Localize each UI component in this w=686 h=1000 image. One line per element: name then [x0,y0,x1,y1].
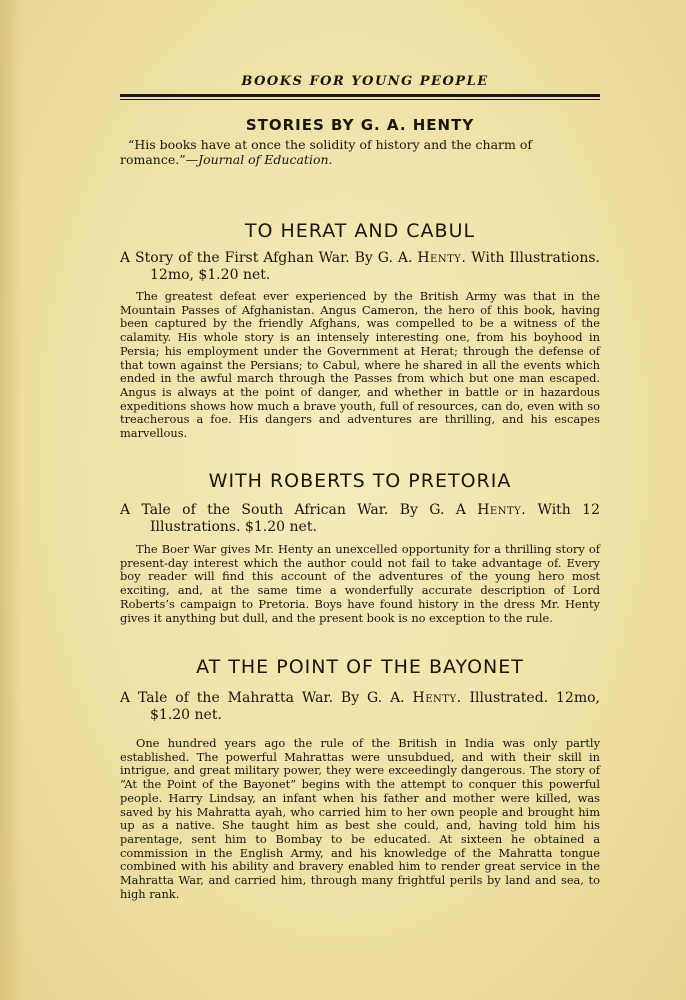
book-subtitle-text: A Tale of the Mahratta War. By G. A. [120,690,413,706]
book-subtitle-text: With Illustrations. 12mo, $1.20 net. [150,250,600,283]
book-subtitle-text: With 12 Illustrations. $1.20 net. [150,502,600,535]
book-author: Henty. [477,502,527,518]
series-title: STORIES BY G. A. HENTY [245,116,475,134]
book-description-pretoria: The Boer War gives Mr. Henty an unexcelled opportunity for a thrilling story of present-day interest which the author could not fail to take advantage of. Every boy reader will find this account of the adventures of the young hero most exciting, and, at the same time a wonderfully accurate description of Lord Roberts’s campaign to Pretoria. Boys have found history in the dress Mr. Henty gives it anything but dull, and the present book is no exception to the rule. [120,542,600,625]
book-description-herat: The greatest defeat ever experienced by the British Army was that in the Mountain Passes of Afghanistan. Angus Cameron, the hero of this book, having been captured by the friendly Afghans, was compelled to be a witness of the calamity. His whole story is an intensely interesting one, from his boyhood in Persia; his employment under the Government at Herat; through the defense of that town against the Persians; to Cabul, where he shared in all the events which ended in the awful march through the Passes from which but one man escaped. Angus is always at the point of danger, and whether in battle or in hazardous expeditions shows how much a brave youth, full of resources, can do, even with so treacherous a foe. His dangers and adventures are thrilling, and his escapes marvellous. [120,289,600,441]
header-rule-thick [120,94,600,97]
quote-source: Journal of Education. [198,152,333,167]
book-author: Henty. [417,250,467,266]
book-subtitle-pretoria [120,502,600,536]
book-description-bayonet: One hundred years ago the rule of the British in India was only partly established. The powerful Mahrattas were unsubdued, and with their skill in intrigue, and great military power, they were exceedingly dangerous. The story of “At the Point of the Bayonet” begins with the attempt to conquer this powerful people. Harry Lindsay, an infant when his father and mother were killed, was saved by his Mahratta ayah, who carried him to her own people and brought him up as a native. She taught him as best she could, and, having told him his parentage, sent him to Bombay to be educated. At sixteen he obtained a commission in the English Army, and his knowledge of the Mahratta tongue combined with his ability and bravery enabled him to render great service in the Mahratta War, and carried him, through many frightful perils by land and sea, to high rank. [120,736,600,901]
book-author: Henty. [412,690,462,706]
review-quote [120,137,600,167]
quote-text: “His books have at once the solidity of history and the charm of romance.”— [120,137,532,167]
book-subtitle-text: A Tale of the South African War. By G. A [120,502,478,518]
book-title-bayonet: AT THE POINT OF THE BAYONET [196,656,524,678]
book-subtitle-text: A Story of the First Afghan War. By G. A. [120,250,418,266]
book-subtitle-text: Illustrated. 12mo, $1.20 net. [150,690,600,723]
book-subtitle-herat [120,250,600,284]
spine-shadow [0,0,22,1000]
book-subtitle-bayonet [120,690,600,724]
header-rule-thin [120,99,600,100]
book-title-pretoria: WITH ROBERTS TO PRETORIA [208,470,512,492]
running-head: BOOKS FOR YOUNG PEOPLE [241,74,489,89]
book-title-herat: TO HERAT AND CABUL [244,220,476,242]
